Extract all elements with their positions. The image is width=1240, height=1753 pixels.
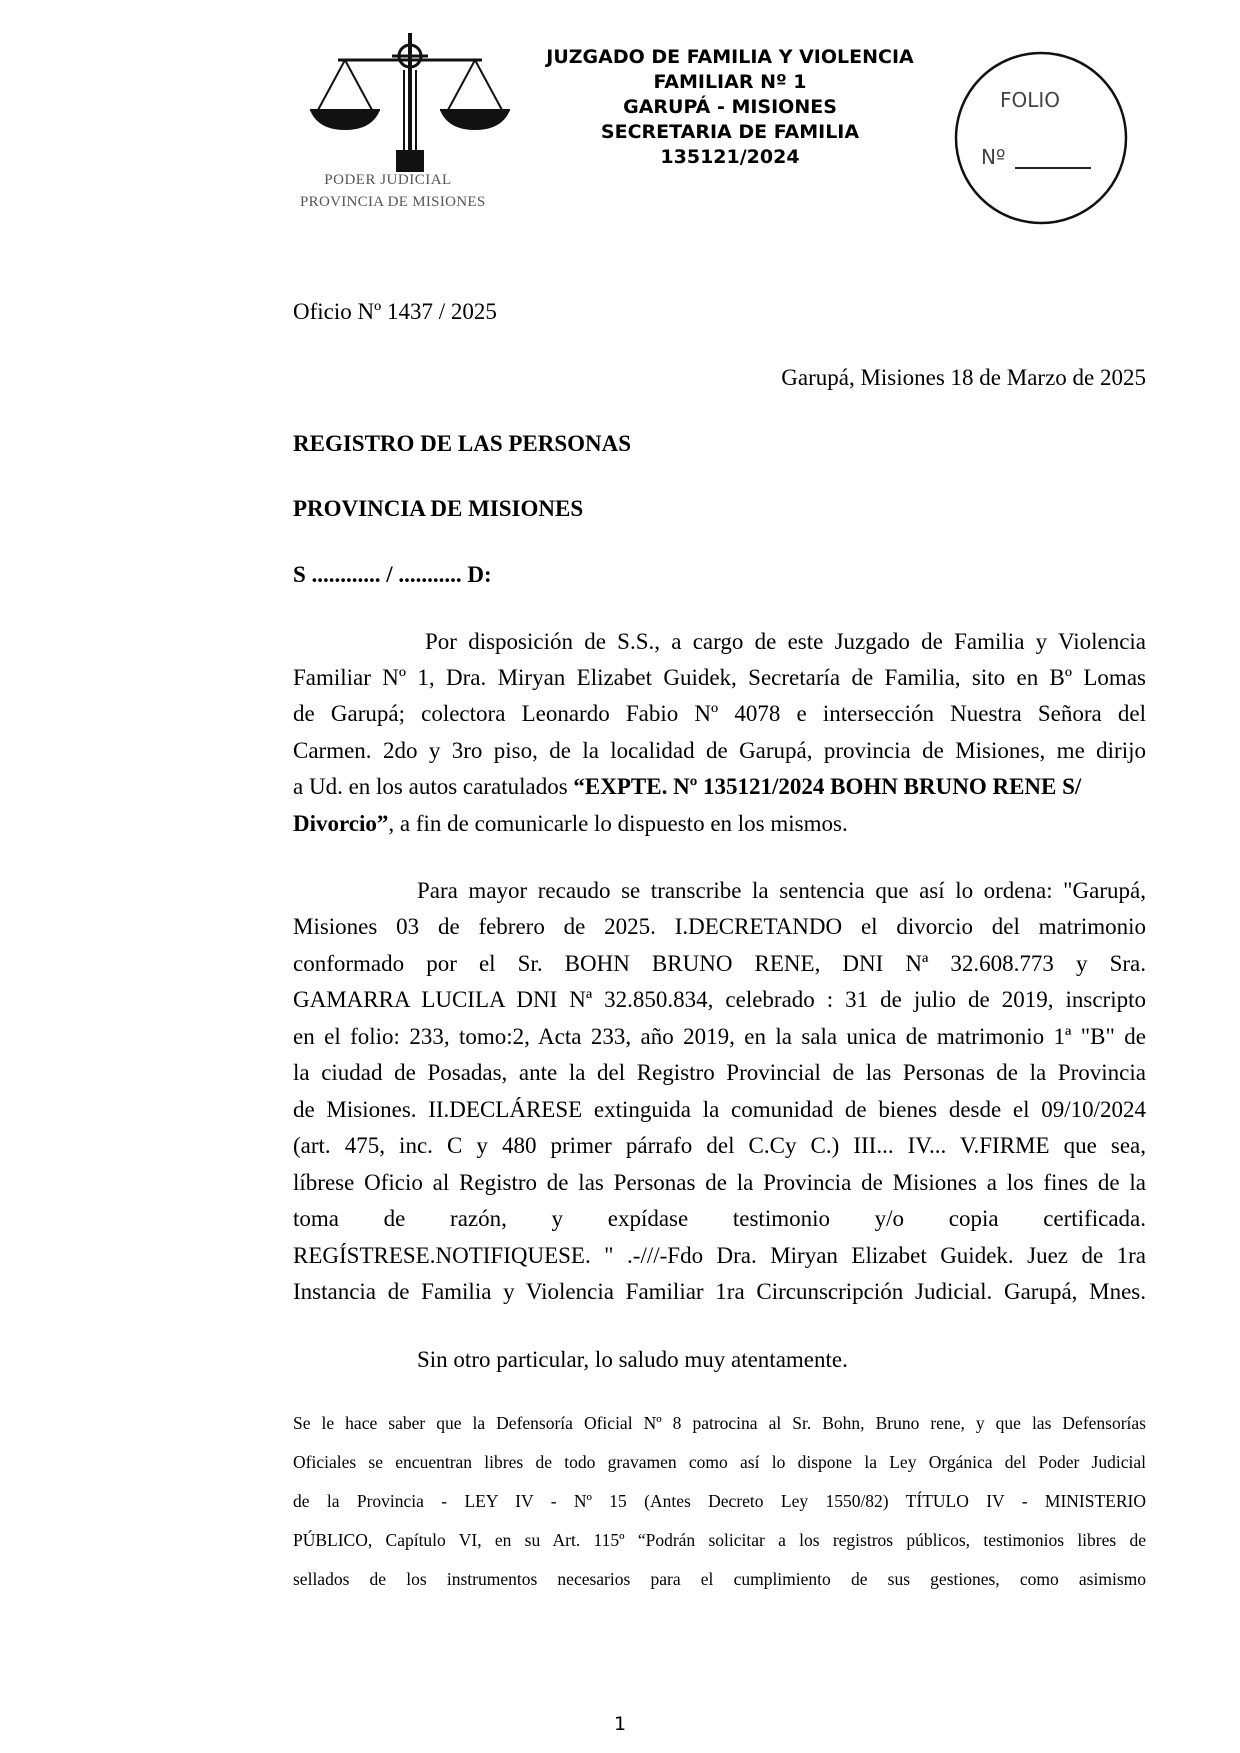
paragraph-line: Para mayor recaudo se transcribe la sentencia que así lo ordena: "Garupá, — [417, 878, 1146, 903]
paragraph-line: de Misiones. II.DECLÁRESE extinguida la comunidad de bienes desde el 09/10/2024 — [293, 1097, 1146, 1122]
paragraph-line: REGÍSTRESE.NOTIFIQUESE. " .-///-Fdo Dra. Miryan Elizabet Guidek. Juez de 1ra — [293, 1243, 1146, 1268]
paragraph-line: toma de razón, y expídase testimonio y/o copia certificada. — [293, 1206, 1146, 1231]
paragraph-line: Familiar Nº 1, Dra. Miryan Elizabet Guidek, Secretaría de Familia, sito en Bº Lomas — [293, 665, 1146, 690]
case-title: “EXPTE. Nº 135121/2024 BOHN BRUNO RENE S/ — [573, 774, 1082, 799]
date-line: Garupá, Misiones 18 de Marzo de 2025 — [781, 365, 1146, 390]
court-header — [520, 45, 940, 170]
case-title: Divorcio” — [293, 811, 389, 836]
paragraph-line: Misiones 03 de febrero de 2025. I.DECRETANDO el divorcio del matrimonio — [293, 914, 1146, 939]
paragraph-line: en el folio: 233, tomo:2, Acta 233, año 2019, en la sala unica de matrimonio 1ª "B" de — [293, 1024, 1146, 1049]
paragraph-line: Por disposición de S.S., a cargo de este Juzgado de Familia y Violencia — [425, 629, 1146, 654]
court-header-line: GARUPÁ - MISIONES — [623, 96, 837, 118]
court-header-line: JUZGADO DE FAMILIA Y VIOLENCIA — [546, 46, 914, 68]
paragraph-line: la ciudad de Posadas, ante la del Registro Provincial de las Personas de la Provincia — [293, 1060, 1146, 1085]
paragraph-line: líbrese Oficio al Registro de las Personas de la Provincia de Misiones a los fines de la — [293, 1170, 1146, 1195]
paragraph-text: a Ud. en los autos caratulados — [293, 774, 574, 799]
paragraph-text: , a fin de comunicarle lo dispuesto en los mismos. — [388, 811, 848, 836]
note-line: Se le hace saber que la Defensoría Oficial Nº 8 patrocina al Sr. Bohn, Bruno rene, y que las Defensorías — [293, 1413, 1146, 1433]
paragraph-line: de Garupá; colectora Leonardo Fabio Nº 4078 e intersección Nuestra Señora del — [293, 701, 1146, 726]
paragraph-line: Instancia de Familia y Violencia Familiar 1ra Circunscripción Judicial. Garupá, Mnes. — [293, 1279, 1146, 1304]
page-number: 1 — [613, 1713, 627, 1735]
paragraph-line — [293, 810, 1146, 837]
scales-of-justice-icon — [300, 30, 520, 220]
closing-line: Sin otro particular, lo saludo muy atentamente. — [417, 1347, 848, 1372]
note-line: de la Provincia - LEY IV - Nº 15 (Antes Decreto Ley 1550/82) TÍTULO IV - MINISTERIO — [293, 1491, 1146, 1511]
oficio-number: Oficio Nº 1437 / 2025 — [293, 299, 497, 324]
paragraph-line: conformado por el Sr. BOHN BRUNO RENE, DNI Nª 32.608.773 y Sra. — [293, 951, 1146, 976]
logo-text-provincia: PROVINCIA DE MISIONES — [300, 194, 486, 210]
court-header-line: 135121/2024 — [660, 146, 800, 168]
folio-label: FOLIO — [1000, 88, 1061, 112]
recipient-line: REGISTRO DE LAS PERSONAS — [293, 431, 632, 456]
salutation: S ............ / ........... D: — [293, 562, 492, 587]
paragraph-line: Carmen. 2do y 3ro piso, de la localidad de Garupá, provincia de Misiones, me dirijo — [293, 738, 1146, 763]
recipient-line: PROVINCIA DE MISIONES — [293, 496, 584, 521]
court-header-line: FAMILIAR Nº 1 — [653, 71, 807, 93]
folio-stamp — [953, 50, 1129, 226]
note-line: sellados de los instrumentos necesarios para el cumplimiento de sus gestiones, como asimismo — [293, 1569, 1146, 1589]
logo-text-poder-judicial: PODER JUDICIAL — [324, 172, 452, 188]
note-line: PÚBLICO, Capítulo VI, en su Art. 115º “Podrán solicitar a los registros públicos, testimonios libres de — [293, 1530, 1146, 1550]
paragraph-line: GAMARRA LUCILA DNI Nª 32.850.834, celebrado : 31 de julio de 2019, inscripto — [293, 987, 1146, 1012]
folio-number-blank — [1015, 167, 1091, 169]
paragraph-line — [293, 773, 1146, 800]
court-header-line: SECRETARIA DE FAMILIA — [600, 121, 860, 143]
paragraph-line: (art. 475, inc. C y 480 primer párrafo del C.Cy C.) III... IV... V.FIRME que sea, — [293, 1133, 1146, 1158]
note-line: Oficiales se encuentran libres de todo gravamen como así lo dispone la Ley Orgánica del Poder Judicial — [293, 1452, 1146, 1472]
folio-number-label: Nº — [981, 145, 1006, 169]
